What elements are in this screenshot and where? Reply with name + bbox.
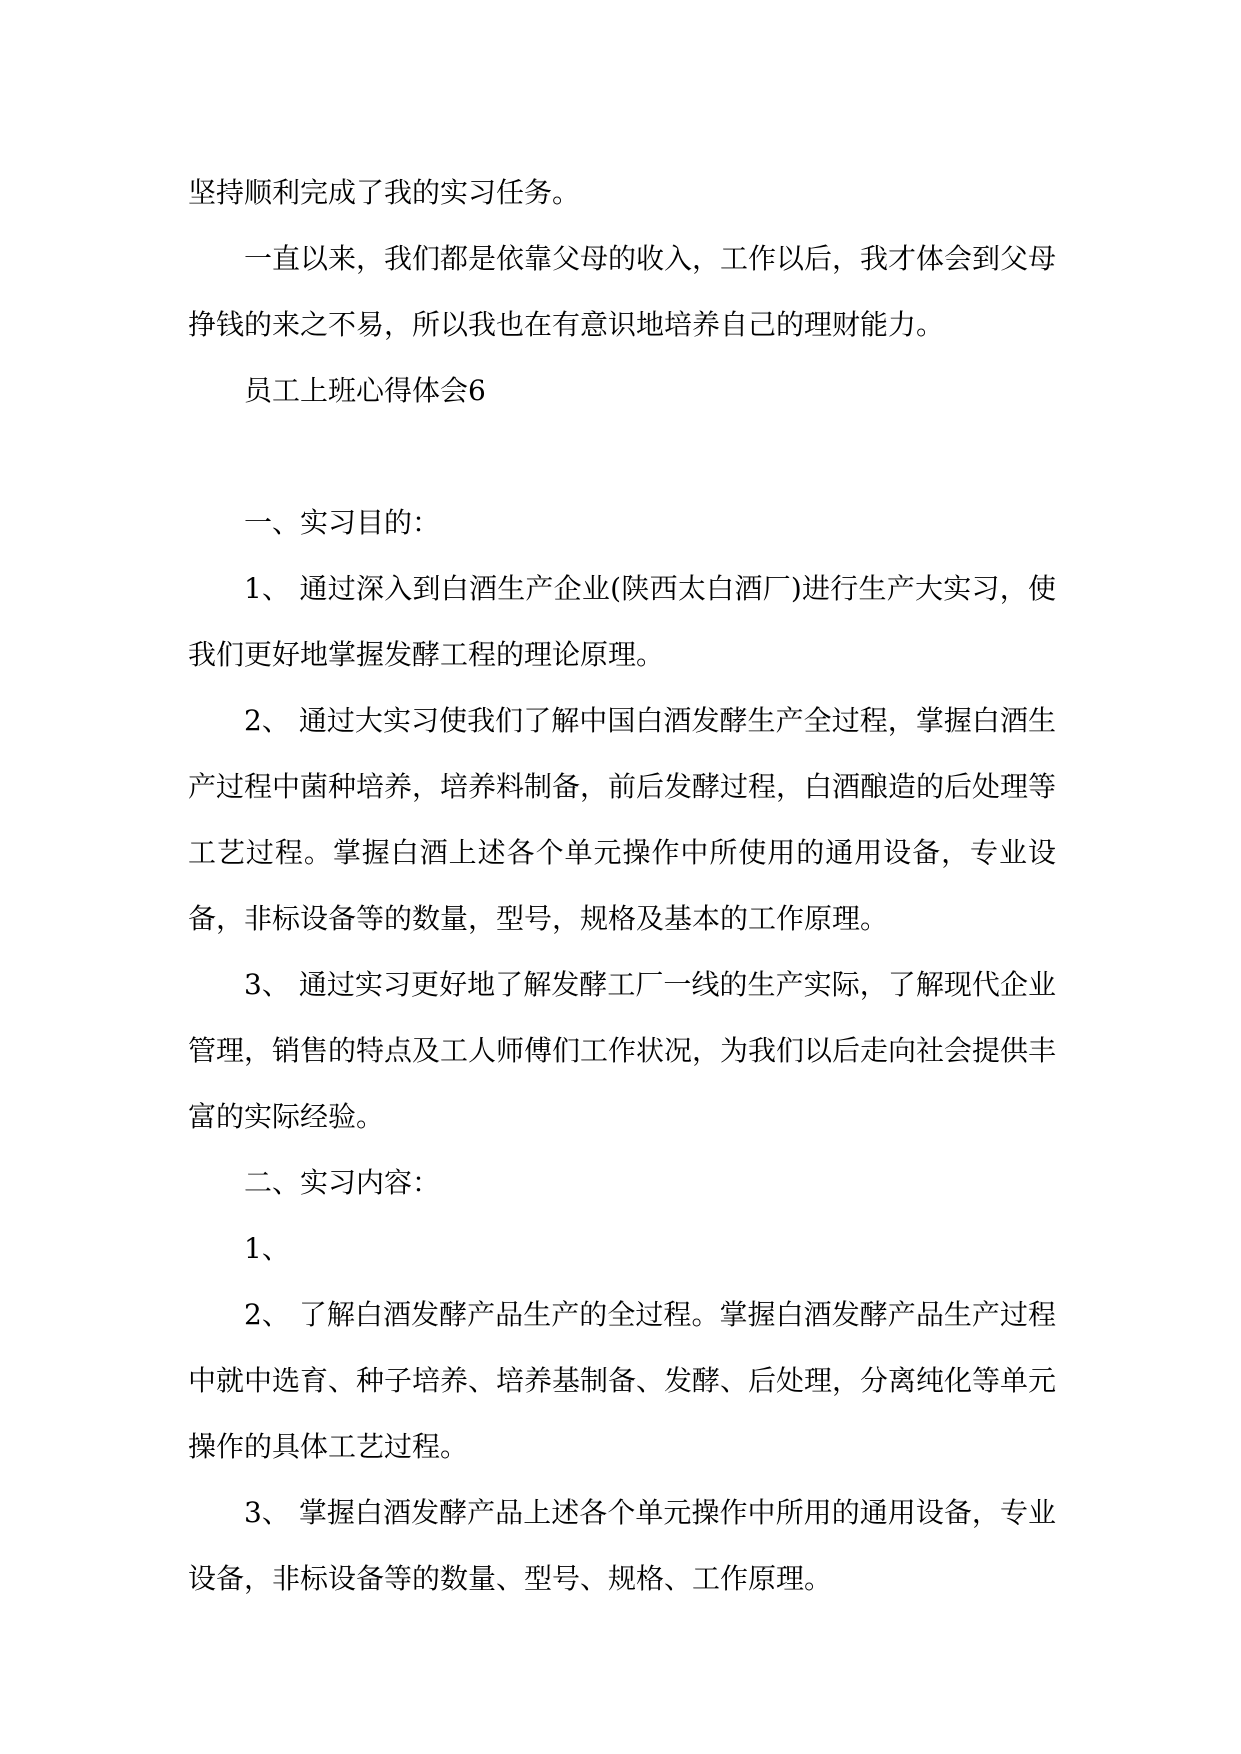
paragraph-finance: 一直以来，我们都是依靠父母的收入，工作以后，我才体会到父母挣钱的来之不易，所以我也在有意识地培养自己的理财能力。: [188, 242, 1057, 341]
document-title: 员工上班心得体会6: [244, 374, 486, 407]
content-item-1: 1、: [244, 1232, 290, 1265]
section-heading-purpose: 一、实习目的：: [244, 506, 441, 539]
content-item-3: 3、 掌握白酒发酵产品上述各个单元操作中所用的通用设备，专业设备，非标设备等的数量、型号、规格、工作原理。: [188, 1496, 1056, 1595]
blank-line: [188, 424, 1056, 490]
purpose-item-2: 2、 通过大实习使我们了解中国白酒发酵生产全过程，掌握白酒生产过程中菌种培养，培养料制备，前后发酵过程，白酒酿造的后处理等工艺过程。掌握白酒上述各个单元操作中所使用的通用设备，专业设备，非标设备等的数量，型号，规格及基本的工作原理。: [188, 704, 1057, 935]
document-body: [188, 160, 1056, 1612]
purpose-item-3: 3、 通过实习更好地了解发酵工厂一线的生产实际，了解现代企业管理，销售的特点及工人师傅们工作状况，为我们以后走向社会提供丰富的实际经验。: [188, 968, 1057, 1133]
paragraph-continuation: 坚持顺利完成了我的实习任务。: [188, 176, 581, 209]
section-heading-content: 二、实习内容：: [244, 1166, 441, 1199]
purpose-item-1: 1、 通过深入到白酒生产企业(陕西太白酒厂)进行生产大实习，使我们更好地掌握发酵工程的理论原理。: [188, 572, 1056, 671]
content-item-2: 2、 了解白酒发酵产品生产的全过程。掌握白酒发酵产品生产过程中就中选育、种子培养、培养基制备、发酵、后处理，分离纯化等单元操作的具体工艺过程。: [188, 1298, 1057, 1463]
